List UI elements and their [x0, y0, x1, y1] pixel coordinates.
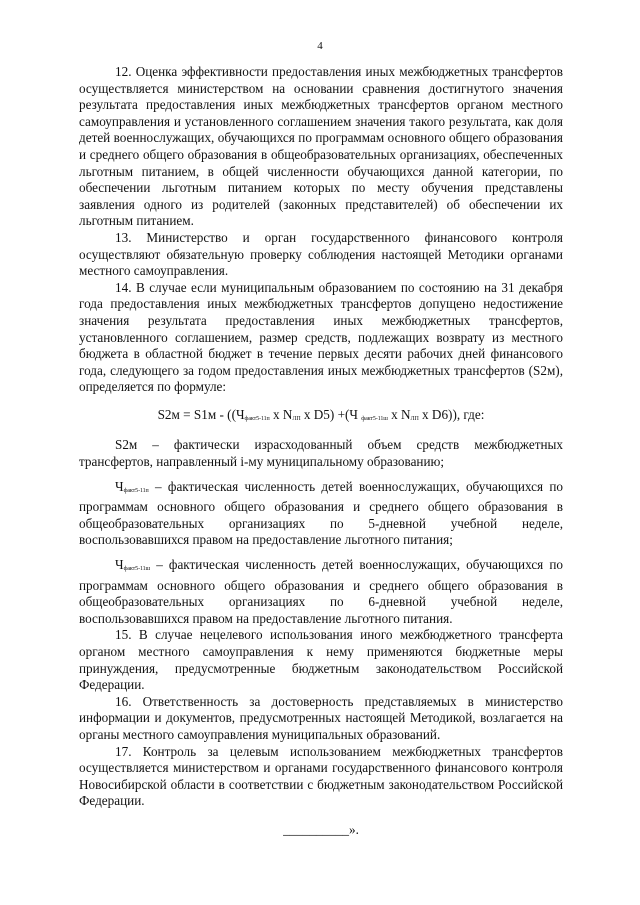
formula-x3: x: [387, 406, 401, 422]
paragraph-12: 12. Оценка эффективности предоставления иных межбюджетных трансфертов осуществляется министерством на основании сравнения достигнутого значения результата предоставления иных межбюджетных трансфертов органом местного самоуправления и установленного соглашением значения такого результата, как доля детей военнослужащих, обучающихся по программам основного общего образования и среднего общего образования в общеобразовательных организациях, обеспеченных льготным питанием, в общей численности обучающихся данной категории, по обеспечении льготным питанием которых по месту обучения представлены заявления одного из родителей (законных представителей) об обеспечении их льготным питанием.: [79, 64, 563, 229]
formula-sub1: факт5-11п: [244, 415, 270, 422]
formula-x4: x: [418, 406, 432, 422]
formula-nsub2: ЛП: [410, 415, 419, 422]
formula-ch: Ч: [235, 406, 245, 422]
paragraph-13: 13. Министерство и орган государственного финансового контроля осуществляют обязательную проверку соблюдения настоящей Методики органами местного самоуправления.: [79, 229, 563, 279]
paragraph-14: 14. В случае если муниципальным образованием по состоянию на 31 декабря года предоставления иных межбюджетных трансфертов допущено недостижение значения результата предоставления иных межбюджетных трансфертов, установленного соглашением, размер средств, подлежащих возврату из местного бюджета в областной бюджет в течение первых десяти рабочих дней финансового года, следующего за годом предоставления иных межбюджетных трансфертов (S2м), определяется по формуле:: [79, 279, 563, 395]
definition-ch-6day-sub: факт5-11ш: [123, 566, 151, 573]
paragraph-17: 17. Контроль за целевым использованием межбюджетных трансфертов осуществляется министерством и органами государственного финансового контроля Новосибирской области в соответствии с бюджетным законодательством Российской Федерации.: [79, 743, 563, 809]
definition-s2m-text: – фактически израсходованный объем средств межбюджетных трансфертов, направленный i-му муниципальному образованию;: [79, 437, 563, 470]
formula-ch2: Ч: [349, 406, 362, 422]
formula-nsub: ЛП: [292, 415, 301, 422]
formula-d6: D6: [431, 406, 449, 422]
definition-ch-6day-symbol: Ч: [115, 557, 124, 573]
formula: [79, 407, 563, 428]
formula-close: )), где:: [448, 406, 485, 422]
formula-n2: N: [401, 406, 411, 422]
definition-ch-5day-sub: факт5-11п: [123, 487, 149, 494]
formula-open: - ((: [216, 406, 236, 422]
formula-n: N: [282, 406, 293, 422]
definition-s2m-symbol: S2м: [115, 437, 138, 453]
document-body: [79, 64, 563, 839]
paragraph-16: 16. Ответственность за достоверность представляемых в министерство информации и документов, предусмотренных настоящей Методикой, возлагается на органы местного самоуправления муниципальных образований.: [79, 693, 563, 742]
formula-d5: D5: [313, 406, 330, 422]
paragraph-15: 15. В случае нецелевого использования иного межбюджетного трансферта органом местного самоуправления к нему применяются бюджетные меры принуждения, предусмотренные бюджетным законодательством Российской Федерации.: [79, 627, 563, 693]
definition-ch-5day: [79, 479, 563, 549]
formula-s1: S1м: [193, 406, 217, 422]
definition-ch-6day: [79, 557, 563, 627]
formula-eq: =: [179, 406, 194, 422]
closing-line: __________».: [283, 821, 359, 837]
formula-lhs: S2м: [157, 406, 180, 422]
definition-s2m: [79, 437, 563, 470]
page-number: 4: [317, 40, 323, 52]
definition-ch-5day-text: – фактическая численность детей военнослужащих, обучающихся по программам основного общего образования и среднего общего образования в общеобразовательных организациях по 5-дневной учебной неделе, воспользовавшихся правом на предоставление льготного питания;: [79, 478, 563, 548]
definition-ch-6day-text: – фактическая численность детей военнослужащих, обучающихся по программам основного общего образования и среднего общего образования в общеобразовательных организациях по 6-дневной учебной неделе, воспользовавшихся правом на предоставление льготного питания.: [79, 557, 563, 626]
formula-sub2: факт5-11ш: [361, 415, 388, 422]
formula-x2: x: [300, 406, 314, 422]
formula-mid: ) +(: [329, 406, 350, 422]
definition-ch-5day-symbol: Ч: [115, 478, 124, 494]
formula-x1: x: [269, 406, 283, 422]
